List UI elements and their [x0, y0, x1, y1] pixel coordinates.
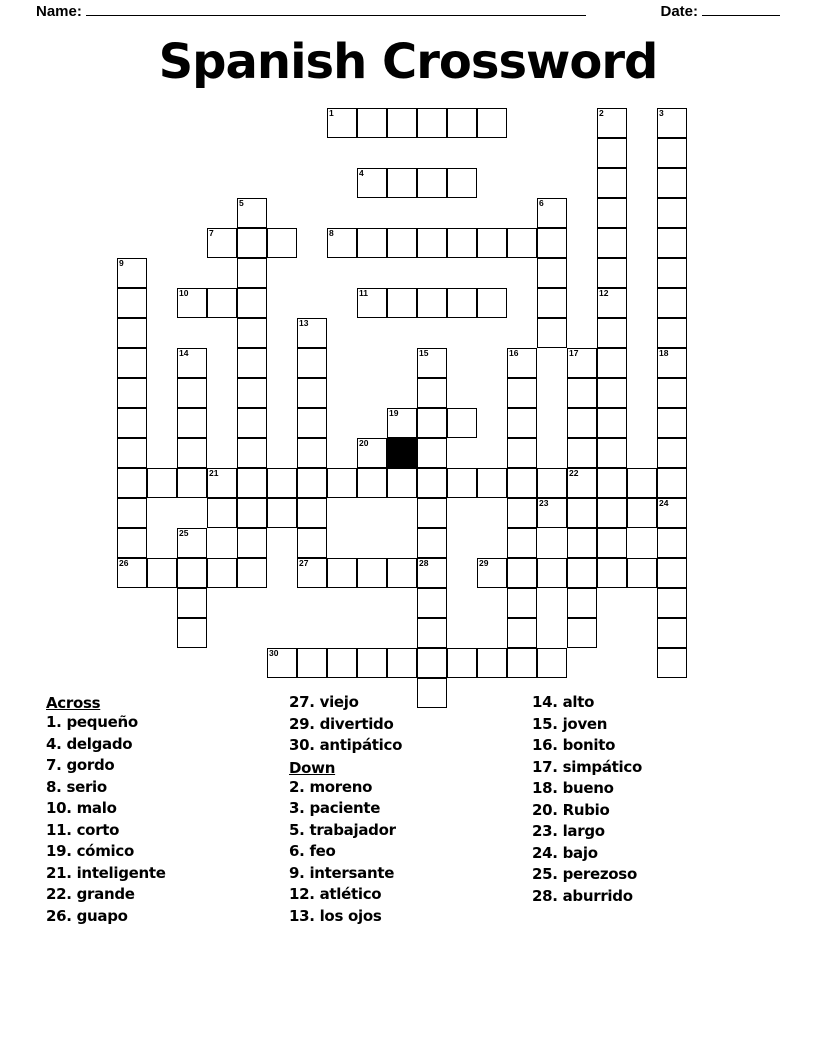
grid-cell[interactable] [657, 258, 687, 288]
grid-cell[interactable] [417, 438, 447, 468]
grid-cell[interactable] [207, 498, 237, 528]
clue-item: 3. paciente [289, 799, 381, 817]
grid-cell[interactable] [567, 558, 597, 588]
clue-item: 23. largo [532, 822, 605, 840]
grid-cell[interactable] [237, 528, 267, 558]
grid-cell[interactable] [297, 318, 327, 348]
grid-cell-number: 27 [299, 558, 309, 568]
clue-item: 19. cómico [46, 842, 134, 860]
grid-cell[interactable] [327, 468, 357, 498]
grid-cell[interactable] [117, 408, 147, 438]
grid-cell[interactable] [657, 618, 687, 648]
clue-lists [46, 694, 776, 929]
clue-item: 8. serio [46, 777, 107, 796]
grid-cell-number: 9 [119, 258, 124, 268]
grid-cell[interactable] [657, 348, 687, 378]
grid-cell-blocked [387, 438, 417, 468]
grid-cell[interactable] [117, 348, 147, 378]
clue-item: 21. inteligente [46, 863, 166, 882]
grid-cell[interactable] [117, 288, 147, 318]
grid-cell[interactable] [117, 438, 147, 468]
grid-cell[interactable] [267, 468, 297, 498]
grid-cell[interactable] [387, 108, 417, 138]
grid-cell-number: 4 [359, 168, 364, 178]
grid-cell[interactable] [477, 108, 507, 138]
grid-cell[interactable] [597, 348, 627, 378]
clue-item: 24. bajo [532, 843, 598, 862]
grid-cell[interactable] [597, 468, 627, 498]
grid-cell[interactable] [507, 588, 537, 618]
grid-cell[interactable] [237, 288, 267, 318]
grid-cell[interactable] [237, 438, 267, 468]
grid-cell-number: 28 [419, 558, 429, 568]
grid-cell[interactable] [567, 528, 597, 558]
grid-cell[interactable] [507, 438, 537, 468]
grid-cell[interactable] [447, 288, 477, 318]
grid-cell-number: 24 [659, 498, 669, 508]
grid-cell[interactable] [417, 498, 447, 528]
clue-item: 18. bueno [532, 779, 614, 797]
grid-cell-number: 30 [269, 648, 279, 658]
grid-cell-number: 8 [329, 228, 334, 238]
grid-cell-number: 12 [599, 288, 609, 298]
grid-cell-number: 15 [419, 348, 429, 358]
grid-cell[interactable] [267, 498, 297, 528]
grid-cell[interactable] [327, 648, 357, 678]
grid-cell[interactable] [567, 408, 597, 438]
clue-column-2 [289, 694, 532, 929]
grid-cell[interactable] [387, 648, 417, 678]
grid-cell[interactable] [657, 588, 687, 618]
grid-cell-number: 2 [599, 108, 604, 118]
grid-cell[interactable] [507, 468, 537, 498]
grid-cell[interactable] [537, 468, 567, 498]
clue-item: 5. trabajador [289, 820, 396, 839]
grid-cell[interactable] [327, 228, 357, 258]
grid-cell[interactable] [657, 198, 687, 228]
down-heading: Down [289, 758, 336, 777]
grid-cell[interactable] [657, 648, 687, 678]
grid-cell[interactable] [597, 408, 627, 438]
page-title: Spanish Crossword [158, 34, 658, 90]
grid-cell[interactable] [597, 318, 627, 348]
grid-cell[interactable] [147, 468, 177, 498]
grid-cell[interactable] [507, 348, 537, 378]
grid-cell[interactable] [207, 228, 237, 258]
clue-item: 17. simpático [532, 757, 642, 776]
grid-cell[interactable] [447, 168, 477, 198]
grid-cell-number: 22 [569, 468, 579, 478]
clue-item: 13. los ojos [289, 906, 382, 925]
clue-item: 15. joven [532, 714, 608, 733]
clue-item: 27. viejo [289, 693, 359, 711]
grid-cell[interactable] [537, 198, 567, 228]
grid-cell[interactable] [357, 168, 387, 198]
clue-item: 2. moreno [289, 777, 373, 796]
grid-cell[interactable] [417, 468, 447, 498]
grid-cell-number: 11 [359, 288, 368, 298]
grid-cell[interactable] [117, 318, 147, 348]
grid-cell[interactable] [657, 108, 687, 138]
grid-cell[interactable] [657, 288, 687, 318]
grid-cell[interactable] [297, 378, 327, 408]
clue-item: 12. atlético [289, 885, 382, 903]
grid-cell[interactable] [237, 558, 267, 588]
grid-cell[interactable] [297, 648, 327, 678]
grid-cell[interactable] [597, 138, 627, 168]
grid-cell[interactable] [567, 378, 597, 408]
grid-cell-number: 3 [659, 108, 664, 118]
grid-cell[interactable] [567, 348, 597, 378]
grid-cell[interactable] [387, 468, 417, 498]
grid-cell[interactable] [327, 558, 357, 588]
grid-cell[interactable] [417, 378, 447, 408]
grid-cell[interactable] [357, 468, 387, 498]
grid-cell[interactable] [297, 408, 327, 438]
grid-cell[interactable] [447, 648, 477, 678]
grid-cell[interactable] [417, 648, 447, 678]
clue-column-3 [532, 694, 775, 929]
grid-cell[interactable] [657, 558, 687, 588]
grid-cell[interactable] [297, 528, 327, 558]
clue-item: 1. pequeño [46, 713, 138, 731]
grid-cell[interactable] [477, 558, 507, 588]
grid-cell[interactable] [597, 498, 627, 528]
clue-item: 4. delgado [46, 734, 133, 753]
clue-item: 10. malo [46, 799, 117, 817]
grid-cell[interactable] [357, 558, 387, 588]
grid-cell[interactable] [567, 438, 597, 468]
grid-cell[interactable] [117, 558, 147, 588]
grid-cell-number: 19 [389, 408, 399, 418]
grid-cell[interactable] [567, 498, 597, 528]
clue-item: 20. Rubio [532, 800, 610, 819]
grid-cell-number: 21 [209, 468, 219, 478]
grid-cell[interactable] [147, 558, 177, 588]
grid-cell-number: 29 [479, 558, 489, 568]
grid-cell-number: 13 [299, 318, 309, 328]
grid-cell[interactable] [657, 138, 687, 168]
grid-cell[interactable] [117, 498, 147, 528]
clue-item: 29. divertido [289, 714, 394, 733]
clue-item: 22. grande [46, 885, 135, 903]
grid-cell[interactable] [357, 108, 387, 138]
grid-cell[interactable] [417, 288, 447, 318]
grid-cell[interactable] [237, 198, 267, 228]
grid-cell[interactable] [267, 228, 297, 258]
grid-cell[interactable] [597, 198, 627, 228]
grid-cell[interactable] [477, 288, 507, 318]
grid-cell[interactable] [627, 558, 657, 588]
clue-column-1-items [46, 714, 289, 924]
clue-item: 6. feo [289, 842, 336, 860]
grid-cell[interactable] [417, 618, 447, 648]
grid-cell[interactable] [447, 108, 477, 138]
grid-cell[interactable] [417, 348, 447, 378]
grid-cell[interactable] [297, 468, 327, 498]
grid-cell-number: 1 [329, 108, 334, 118]
grid-cell[interactable] [537, 558, 567, 588]
clue-item: 7. gordo [46, 756, 115, 774]
grid-cell[interactable] [507, 558, 537, 588]
grid-cell-number: 7 [209, 228, 214, 238]
grid-cell-number: 5 [239, 198, 244, 208]
grid-cell-number: 20 [359, 438, 369, 448]
grid-cell[interactable] [417, 558, 447, 588]
grid-cell-number: 23 [539, 498, 549, 508]
grid-cell[interactable] [177, 378, 207, 408]
grid-cell-number: 10 [179, 288, 189, 298]
grid-cell[interactable] [357, 648, 387, 678]
grid-cell[interactable] [207, 558, 237, 588]
grid-cell[interactable] [387, 558, 417, 588]
clue-item: 25. perezoso [532, 865, 637, 883]
clue-item: 26. guapo [46, 906, 128, 925]
grid-cell[interactable] [237, 318, 267, 348]
grid-cell[interactable] [657, 228, 687, 258]
grid-cell[interactable] [537, 648, 567, 678]
grid-cell[interactable] [177, 438, 207, 468]
grid-cell[interactable] [627, 468, 657, 498]
grid-cell[interactable] [477, 228, 507, 258]
grid-cell[interactable] [537, 498, 567, 528]
grid-cell[interactable] [177, 288, 207, 318]
grid-cell[interactable] [387, 228, 417, 258]
grid-cell[interactable] [657, 408, 687, 438]
clue-item: 14. alto [532, 693, 595, 711]
grid-cell[interactable] [387, 168, 417, 198]
grid-cell[interactable] [297, 348, 327, 378]
grid-cell[interactable] [177, 528, 207, 558]
grid-cell[interactable] [627, 498, 657, 528]
grid-cell[interactable] [507, 498, 537, 528]
grid-cell[interactable] [297, 498, 327, 528]
grid-cell[interactable] [357, 228, 387, 258]
grid-cell[interactable] [597, 288, 627, 318]
grid-cell[interactable] [537, 228, 567, 258]
clue-item: 28. aburrido [532, 886, 633, 905]
grid-cell[interactable] [207, 468, 237, 498]
clue-column-3-items [532, 694, 775, 904]
grid-cell[interactable] [597, 378, 627, 408]
grid-cell[interactable] [117, 528, 147, 558]
grid-cell[interactable] [177, 618, 207, 648]
grid-cell[interactable] [537, 318, 567, 348]
grid-cell[interactable] [567, 618, 597, 648]
grid-cell[interactable] [267, 648, 297, 678]
grid-cell[interactable] [567, 468, 597, 498]
grid-cell[interactable] [297, 438, 327, 468]
grid-cell[interactable] [507, 618, 537, 648]
grid-cell[interactable] [117, 258, 147, 288]
grid-cell[interactable] [117, 468, 147, 498]
grid-cell[interactable] [417, 108, 447, 138]
grid-cell[interactable] [237, 468, 267, 498]
grid-cell[interactable] [657, 438, 687, 468]
grid-cell-number: 17 [569, 348, 579, 358]
clue-column-1 [46, 694, 289, 929]
grid-cell[interactable] [177, 558, 207, 588]
grid-cell[interactable] [597, 228, 627, 258]
grid-cell[interactable] [597, 108, 627, 138]
grid-cell[interactable] [387, 408, 417, 438]
grid-cell[interactable] [597, 258, 627, 288]
grid-cell[interactable] [537, 288, 567, 318]
grid-cell[interactable] [657, 318, 687, 348]
grid-cell[interactable] [447, 408, 477, 438]
grid-cell[interactable] [597, 168, 627, 198]
grid-cell[interactable] [237, 408, 267, 438]
grid-cell[interactable] [507, 408, 537, 438]
grid-cell[interactable] [207, 288, 237, 318]
grid-cell[interactable] [657, 378, 687, 408]
clue-column-2-items [289, 694, 532, 924]
grid-cell[interactable] [507, 228, 537, 258]
clue-item: 9. intersante [289, 863, 395, 882]
grid-cell-number: 26 [119, 558, 129, 568]
grid-cell-number: 16 [509, 348, 519, 358]
across-heading: Across [46, 694, 101, 712]
grid-cell[interactable] [507, 528, 537, 558]
grid-cell[interactable] [387, 288, 417, 318]
clue-item: 16. bonito [532, 736, 616, 754]
grid-cell[interactable] [237, 498, 267, 528]
grid-cell[interactable] [177, 408, 207, 438]
grid-cell[interactable] [237, 378, 267, 408]
grid-cell-number: 18 [659, 348, 669, 358]
name-label: Name: [36, 3, 82, 20]
grid-cell[interactable] [417, 588, 447, 618]
grid-cell[interactable] [177, 348, 207, 378]
grid-cell[interactable] [237, 228, 267, 258]
grid-cell[interactable] [417, 228, 447, 258]
grid-cell[interactable] [357, 288, 387, 318]
clue-item: 30. antipático [289, 736, 403, 754]
grid-cell[interactable] [447, 228, 477, 258]
grid-cell[interactable] [657, 528, 687, 558]
grid-cell[interactable] [417, 528, 447, 558]
grid-cell[interactable] [327, 108, 357, 138]
grid-cell[interactable] [657, 498, 687, 528]
grid-cell[interactable] [477, 648, 507, 678]
grid-cell[interactable] [237, 348, 267, 378]
grid-cell[interactable] [597, 438, 627, 468]
grid-cell-number: 6 [539, 198, 544, 208]
grid-cell[interactable] [117, 378, 147, 408]
grid-cell[interactable] [417, 408, 447, 438]
grid-cell[interactable] [597, 528, 627, 558]
grid-cell[interactable] [597, 558, 627, 588]
grid-cell[interactable] [237, 258, 267, 288]
grid-cell[interactable] [417, 168, 447, 198]
grid-cell[interactable] [507, 378, 537, 408]
grid-cell[interactable] [477, 468, 507, 498]
grid-cell[interactable] [177, 588, 207, 618]
grid-cell[interactable] [537, 258, 567, 288]
clue-item: 11. corto [46, 820, 120, 839]
grid-cell[interactable] [297, 558, 327, 588]
grid-cell[interactable] [657, 468, 687, 498]
grid-cell[interactable] [657, 168, 687, 198]
grid-cell[interactable] [357, 438, 387, 468]
date-label: Date: [660, 3, 698, 20]
grid-cell[interactable] [177, 468, 207, 498]
grid-cell-number: 25 [179, 528, 189, 538]
grid-cell[interactable] [567, 588, 597, 618]
grid-cell[interactable] [507, 648, 537, 678]
grid-cell-number: 14 [179, 348, 189, 358]
grid-cell[interactable] [447, 468, 477, 498]
